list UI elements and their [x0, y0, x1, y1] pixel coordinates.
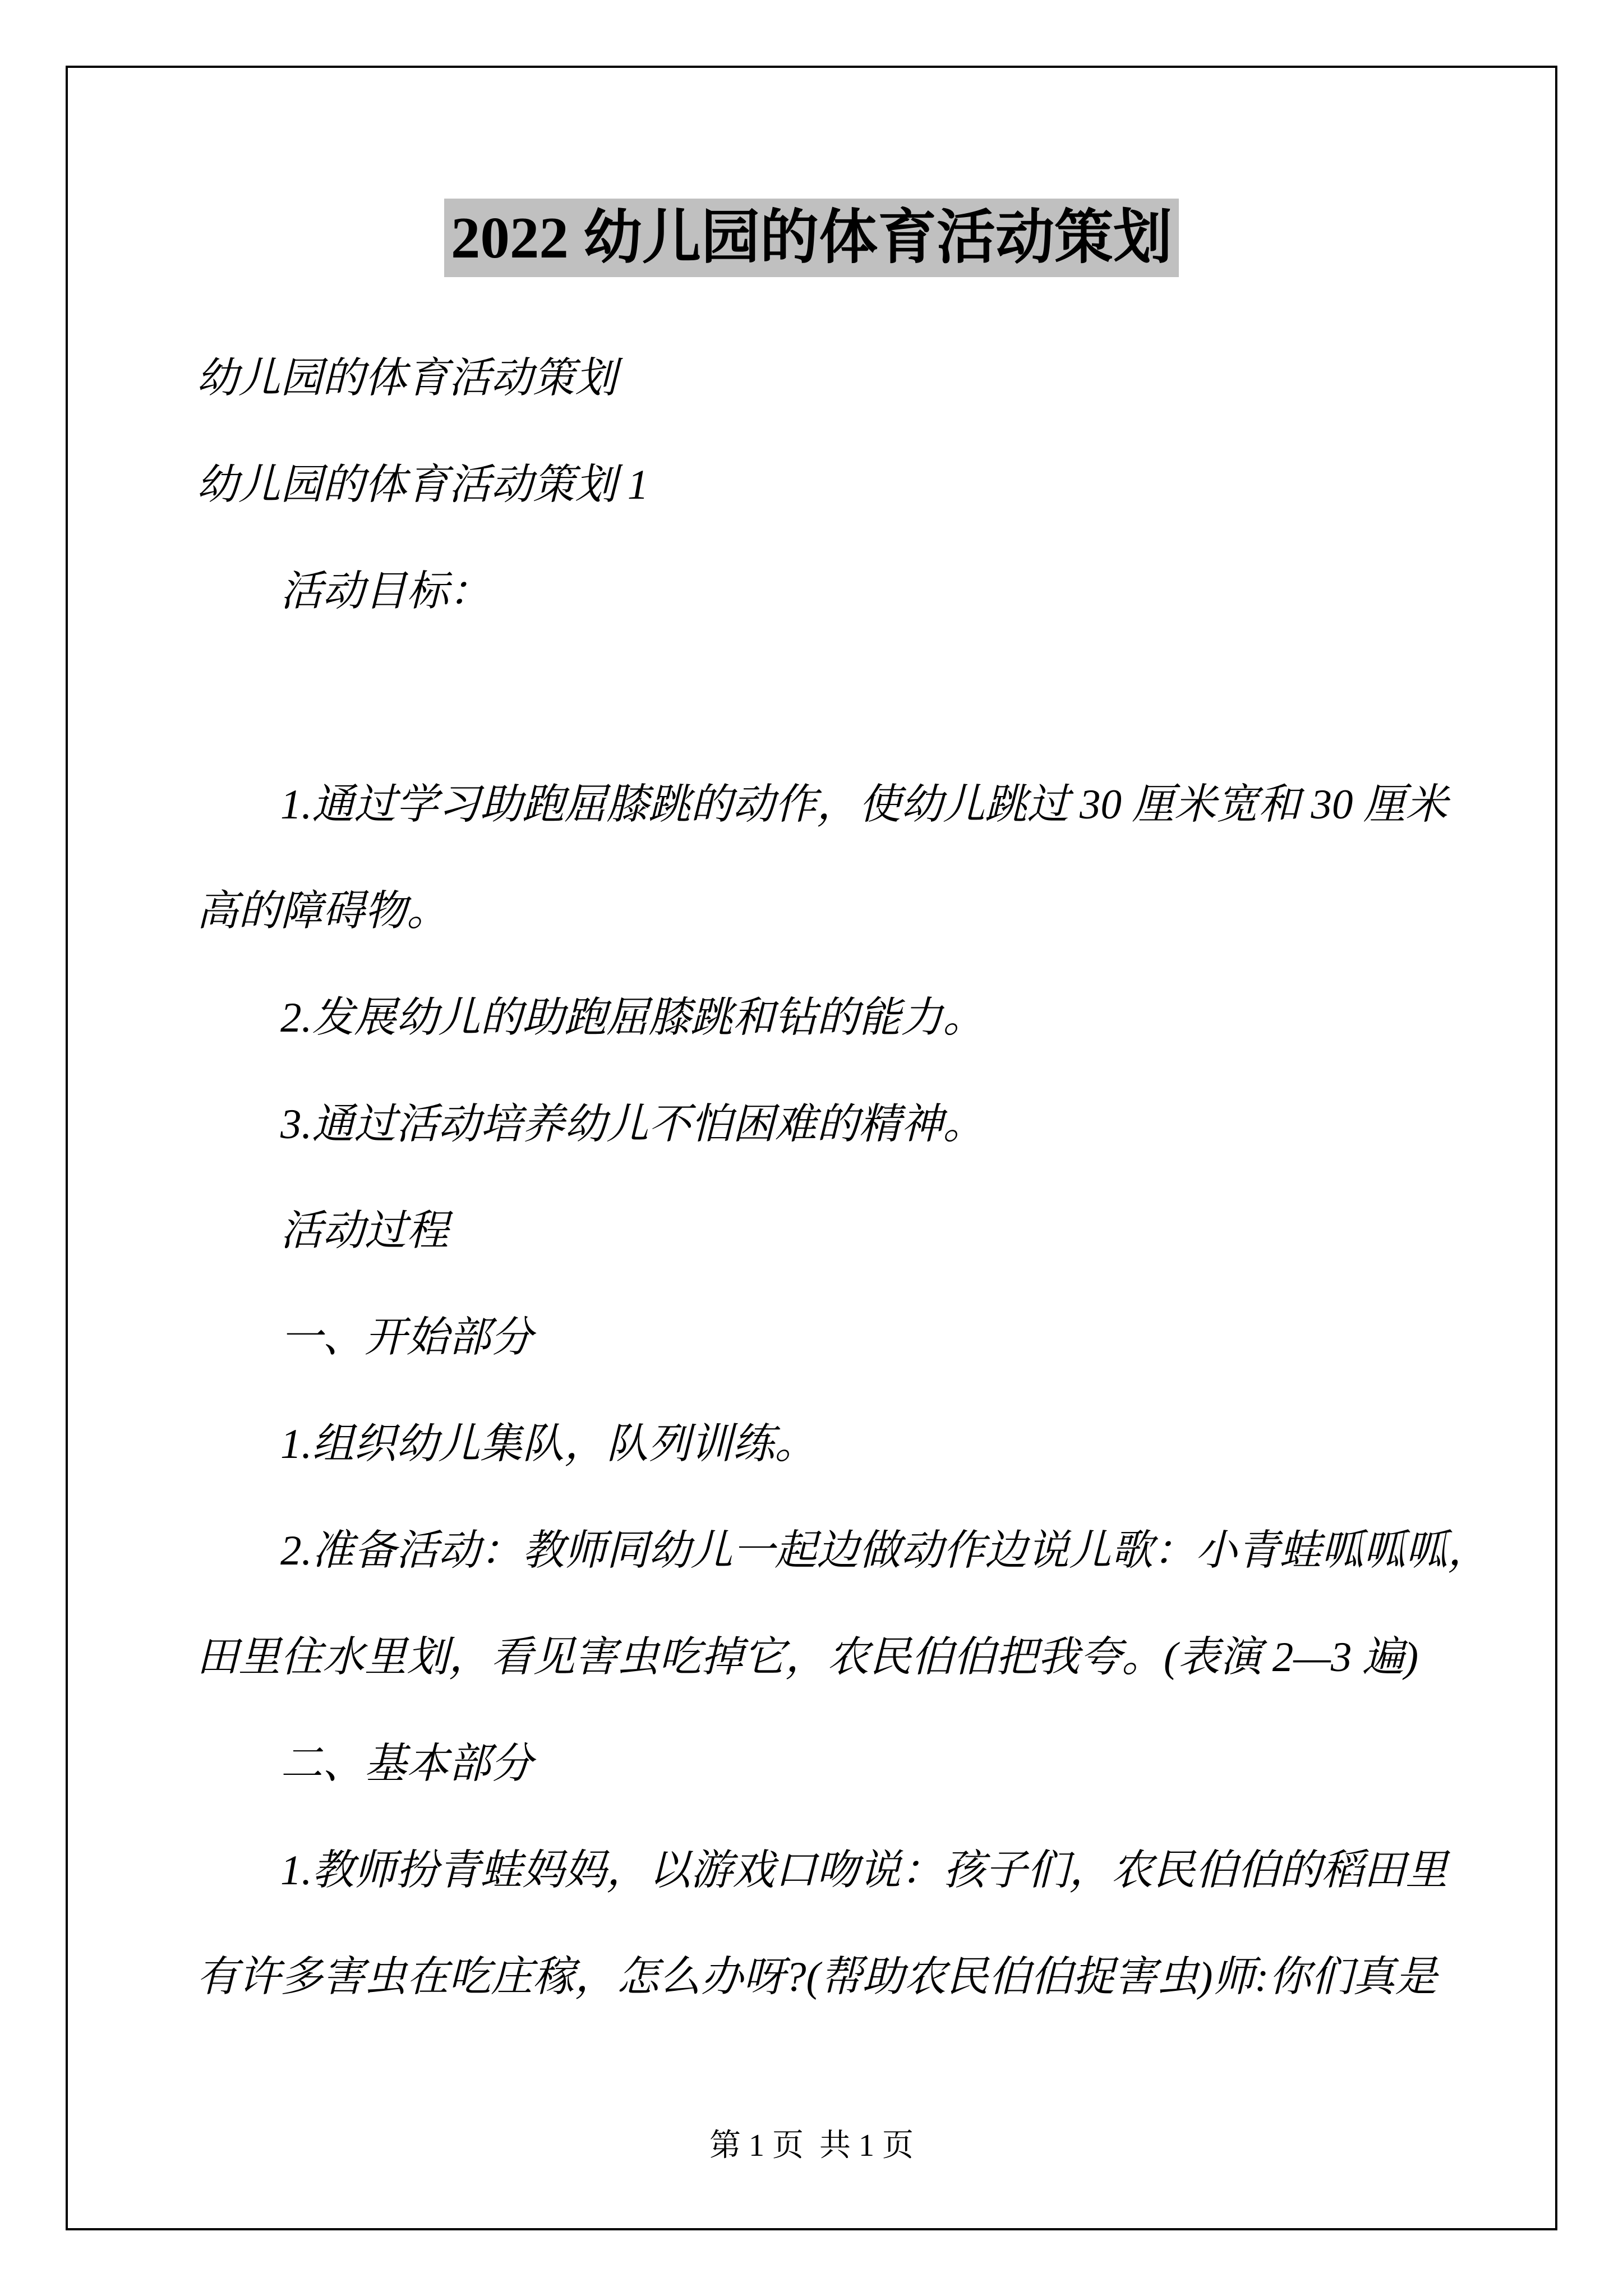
body-line: 1.通过学习助跑屈膝跳的动作，使幼儿跳过 30 厘米宽和 30 厘米	[280, 781, 1448, 828]
body-line: 高的障碍物。	[196, 888, 449, 935]
body-line: 幼儿园的体育活动策划 1	[196, 462, 649, 508]
body-line: 有许多害虫在吃庄稼，怎么办呀?(帮助农民伯伯捉害虫)师:你们真是	[196, 1954, 1437, 2000]
body-line: 2.准备活动：教师同幼儿一起边做动作边说儿歌：小青蛙呱呱呱，	[280, 1527, 1490, 1574]
document-body	[196, 325, 1490, 2031]
body-line	[196, 645, 1430, 752]
body-line: 活动过程	[280, 1208, 449, 1254]
body-line: 幼儿园的体育活动策划	[196, 355, 617, 402]
body-line: 一、开始部分	[280, 1314, 533, 1361]
body-line: 2.发展幼儿的助跑屈膝跳和钻的能力。	[280, 995, 985, 1041]
document-title: 2022 幼儿园的体育活动策划	[444, 199, 1179, 277]
body-line: 田里住水里划，看见害虫吃掉它，农民伯伯把我夸。(表演 2—3 遍)	[196, 1634, 1419, 1681]
page-number-label: 第 1 页 共 1 页	[709, 2128, 914, 2163]
title-row	[0, 199, 1623, 277]
body-line: 1.组织幼儿集队，队列训练。	[280, 1421, 817, 1467]
body-line: 活动目标：	[280, 568, 491, 615]
body-line: 1.教师扮青蛙妈妈，以游戏口吻说：孩子们，农民伯伯的稻田里	[280, 1847, 1448, 1894]
body-line: 3.通过活动培养幼儿不怕困难的精神。	[280, 1101, 985, 1148]
page-footer	[0, 2129, 1623, 2162]
body-line: 二、基本部分	[280, 1741, 533, 1787]
